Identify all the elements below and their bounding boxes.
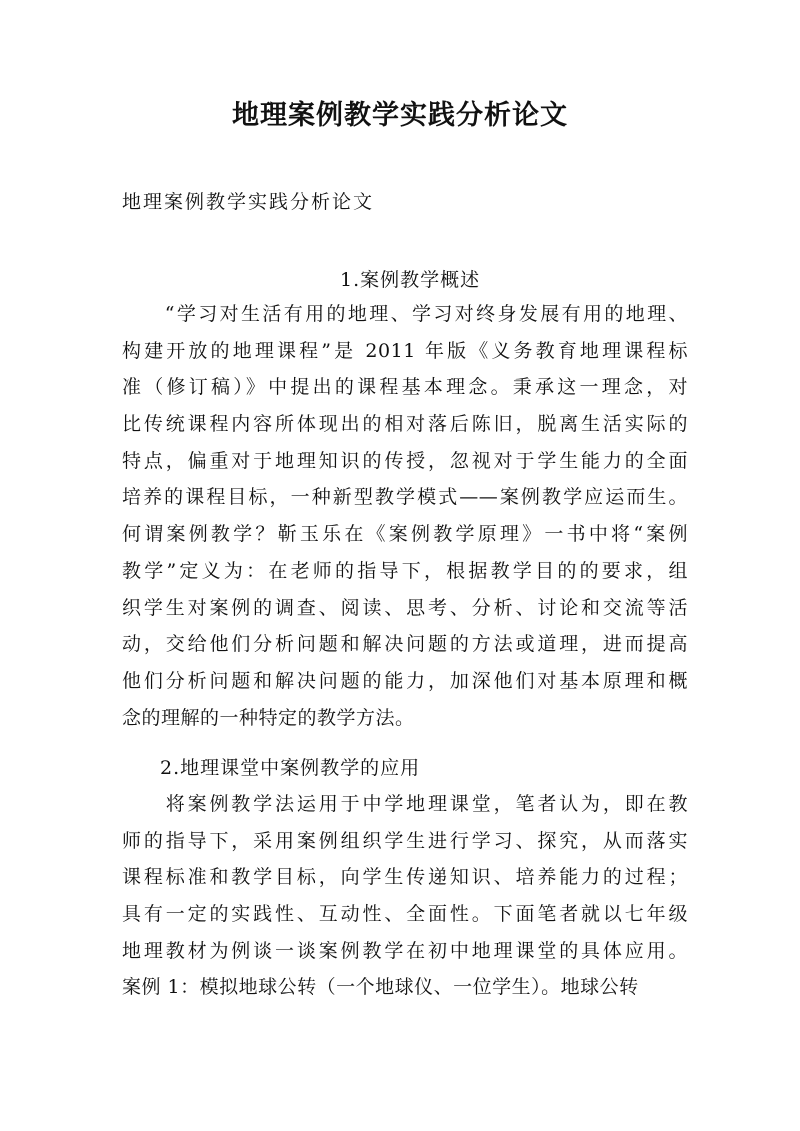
paragraph-line: 动，交给他们分析问题和解决问题的方法或道理，进而提高: [122, 633, 688, 656]
paragraph-line: 师的指导下，采用案例组织学生进行学习、探究，从而落实: [122, 829, 688, 852]
paragraph-line: 地理教材为例谈一谈案例教学在初中地理课堂的具体应用。: [122, 939, 688, 962]
paragraph-line: 具有一定的实践性、互动性、全面性。下面笔者就以七年级: [122, 903, 688, 926]
paragraph-line: 何谓案例教学？靳玉乐在《案例教学原理》一书中将“案例: [122, 523, 688, 546]
section-heading-2: 2.地理课堂中案例教学的应用: [160, 757, 421, 779]
paragraph-line: 比传统课程内容所体现出的相对落后陈旧，脱离生活实际的: [122, 413, 688, 436]
section-heading-1: 1.案例教学概述: [340, 269, 481, 291]
section-1-body: [122, 296, 688, 736]
paragraph-line: 他们分析问题和解决问题的能力，加深他们对基本原理和概: [122, 669, 688, 692]
section-2-body: [122, 786, 688, 1006]
paragraph-line: 教学”定义为：在老师的指导下，根据教学目的的要求，组: [122, 559, 688, 582]
paragraph-line: 准（修订稿）》中提出的课程基本理念。秉承这一理念，对: [122, 376, 688, 399]
paragraph-line: 织学生对案例的调查、阅读、思考、分析、讨论和交流等活: [122, 596, 688, 619]
paragraph-line: 特点，偏重对于地理知识的传授，忽视对于学生能力的全面: [122, 449, 688, 472]
paragraph-line: 构建开放的地理课程”是 2011 年版《义务教育地理课程标: [122, 339, 688, 362]
document-title: 地理案例教学实践分析论文: [232, 100, 568, 131]
paragraph-line: 培养的课程目标，一种新型教学模式——案例教学应运而生。: [122, 486, 688, 509]
paragraph-line: 将案例教学法运用于中学地理课堂，笔者认为，即在教: [122, 793, 688, 815]
paragraph-line: 案例 1：模拟地球公转（一个地球仪、一位学生）。地球公转: [122, 976, 639, 999]
document-subtitle: 地理案例教学实践分析论文: [122, 191, 375, 213]
paragraph-line: 课程标准和教学目标，向学生传递知识、培养能力的过程；: [122, 866, 688, 889]
paragraph-line: 念的理解的一种特定的教学方法。: [122, 706, 415, 729]
paragraph-line: “学习对生活有用的地理、学习对终身发展有用的地理、: [122, 303, 688, 325]
